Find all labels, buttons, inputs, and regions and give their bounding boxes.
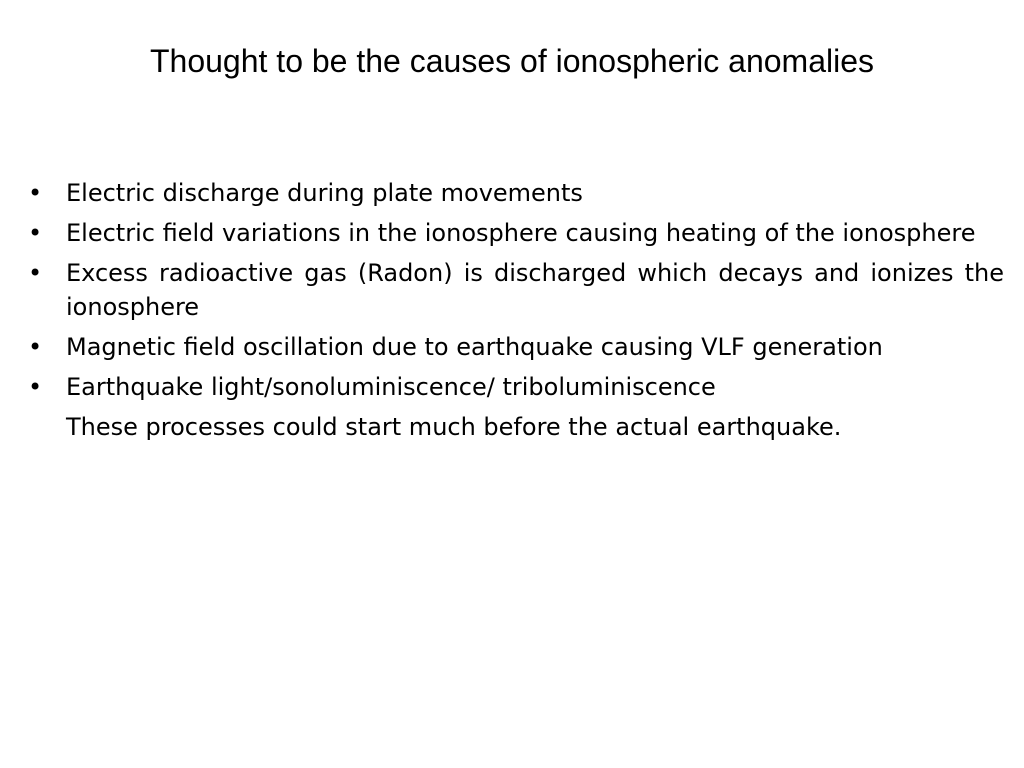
bullet-icon: • (28, 373, 43, 401)
bullet-text: Excess radioactive gas (Radon) is discharged which decays and ionizes the ionosphere (66, 259, 1004, 321)
bullet-icon: • (28, 259, 43, 287)
bullet-text: Electric field variations in the ionosphere causing heating of the ionosphere (66, 219, 976, 247)
list-item (28, 370, 1004, 404)
bullet-text: Electric discharge during plate movements (66, 179, 583, 207)
list-item (28, 256, 1004, 324)
bullet-icon: • (28, 333, 43, 361)
bullet-text: Magnetic field oscillation due to earthquake causing VLF generation (66, 333, 883, 361)
slide-title: Thought to be the causes of ionospheric anomalies (149, 43, 874, 79)
bullet-icon: • (28, 179, 43, 207)
bullet-text: Earthquake light/sonoluminiscence/ triboluminiscence (66, 373, 716, 401)
bullet-icon: • (28, 219, 43, 247)
closing-note: These processes could start much before the actual earthquake. (66, 413, 842, 441)
list-item (28, 330, 1004, 364)
list-item (28, 216, 1004, 250)
bullet-list (28, 176, 1004, 444)
list-item (28, 176, 1004, 210)
